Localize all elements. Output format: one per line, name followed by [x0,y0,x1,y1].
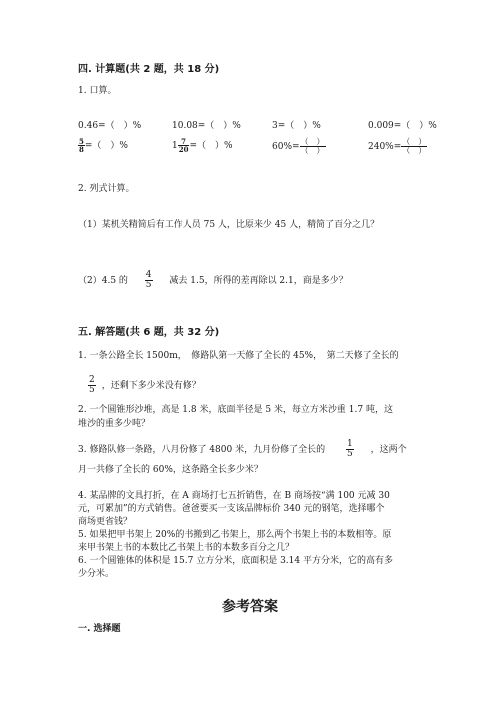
fraction: $\frac{5}{8}$ [79,137,84,154]
fraction: $\frac{( )}{( )}$ [402,137,427,155]
q2-label: 2. 列式计算。 [78,184,135,194]
problem-2-line2: 堆沙的重多少吨？ [78,419,151,429]
fraction: $\frac{1}{5}$ [346,439,353,459]
problem-4-line2: 元，可累加”的方式销售。爸爸要买一支该品牌标价 340 元的钢笔，选择哪个 [78,504,385,514]
problem-4-line3: 商场更省钱？ [78,517,133,527]
q2-part1: （1）某机关精简后有工作人员 75 人，比原来少 45 人，精简了百分之几？ [78,220,380,230]
oral-item-6: 1 $\frac{7}{20}$ =（ ）% [172,137,233,154]
problem-4-line1: 4. 某品牌的文具打折，在 A 商场打七五折销售，在 B 商场按“满 100 元减 30 [78,491,390,501]
fraction: $\frac{4}{5}$ [145,270,152,290]
problem-3-line1: 3. 修路队修一条路，八月份修了 4800 米，九月份修了全长的 $\frac{1}{5}$ ，这两个 [78,439,407,459]
problem-1-line1: 1. 一条公路全长 1500m， 修路队第一天修了全长的 45%， 第二天修了全长的 [78,351,399,361]
problem-6-line2: 少分米。 [78,569,115,579]
section5-heading: 五. 解答题(共 6 题，共 32 分) [78,327,220,338]
problem-6-line1: 6. 一个圆锥体的体积是 15.7 立方分米，底面积是 3.14 平方分米，它的高有多 [78,556,393,566]
answers-subheading: 一. 选择题 [78,624,121,634]
problem-3-line2: 月一共修了全长的 60%，这条路全长多少米？ [78,465,263,475]
oral-item-5: $\frac{5}{8}$ =（ ）% [79,137,128,154]
problem-2-line1: 2. 一个圆锥形沙堆，高是 1.8 米，底面半径是 5 米，每立方米沙重 1.7 吨，这 [78,405,393,415]
answers-title: 参考答案 [222,599,278,615]
oral-item-3: 3=（ ）% [272,121,321,131]
oral-item-8: 240%= $\frac{( )}{( )}$ [368,137,427,155]
problem-5-line2: 来甲书架上书的本数比乙书架上书的本数多百分之几？ [78,543,295,553]
q1-label: 1. 口算。 [78,86,117,96]
oral-item-4: 0.009=（ ）% [368,121,437,131]
q2-part2: （2）4.5 的 $\frac{4}{5}$ 减去 1.5，所得的差再除以 2.1，商是多少？ [78,270,348,290]
oral-item-1: 0.46=（ ）% [78,121,142,131]
oral-item-2: 10.08=（ ）% [172,121,241,131]
fraction: $\frac{( )}{( )}$ [300,137,325,155]
fraction: $\frac{2}{5}$ [89,375,95,395]
problem-5-line1: 5. 如果把甲书架上 20%的书搬到乙书架上，那么两个书架上书的本数相等。原 [78,530,392,540]
oral-item-7: 60%= $\frac{( )}{( )}$ [272,137,325,155]
section4-heading: 四. 计算题(共 2 题，共 18 分) [78,64,220,75]
fraction: $\frac{7}{20}$ [178,137,189,154]
problem-1-line2: $\frac{2}{5}$ ，还剩下多少米没有修？ [89,375,201,395]
